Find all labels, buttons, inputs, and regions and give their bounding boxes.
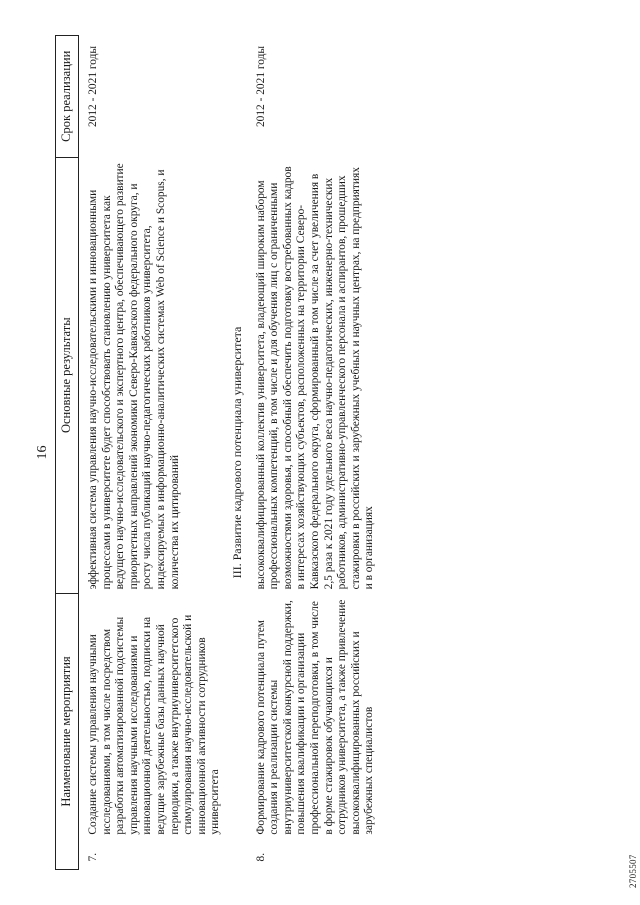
row-results: эффективная система управления научно-исследовательскими и инновационными процессами в университете будет способствовать становлению университета как ведущего научно-исследовательского и экспертного центра, обеспечивающего развитие приоритетных направлений экономики Северо-Кавказского федерального округа, и росту числа публикаций научно-педагогических работников университета, индексируемых в информационно-аналитических системах Web of Science и Scopus, и количества их цитирований [87,163,181,590]
row-activity: Формирование кадрового потенциала путем создания и реализации системы внутриуниверситетской конкурсной поддержки, повышения квалификации и организации профессиональной переподготовки, в том числе в форме стажировок обучающихся и сотрудников университета, а также привлечение высококвалифицированных российских и зарубежных специалистов [254,599,376,835]
section-heading: III. Развитие кадрового потенциала университета [229,326,244,579]
row-number: 8. [254,852,267,862]
row-activity: Создание системы управления научными исследованиями, в том числе посредством разработки автоматизированной подсистемы управления научными исследованиями и инновационной деятельностью, подписки на ведущие зарубежные базы данных научной периодики, а также внутриуниверситетского стимулирования научно-исследовательской и инновационной активности сотрудников университета [87,614,222,835]
section-heading-row [227,36,251,870]
page-number: 16 [35,445,50,460]
header-activity: Наименование мероприятия [56,593,79,869]
activities-table [55,35,380,870]
row-results: высококвалифицированный коллектив университета, владеющий широким набором профессиональных компетенций, в том числе и для обучения лиц с ограниченными возможностями здоровья, и способный обеспечить подготовку востребованных кадров в интересах хозяйствующих субъектов, расположенных на территории Северо-Кавказского федерального округа, сформированный в том числе за счет увеличения в 2,5 раза к 2021 году удельного веса научно-педагогических, инженерно-технических работников, административно-управленческого персонала и аспирантов, прошедших стажировки в российских и зарубежных учебных и научных центрах, на предприятиях и в организациях [254,166,376,590]
row-period: 2012 - 2021 годы [87,45,99,128]
header-results: Основные результаты [56,157,79,593]
rotated-document-page [30,35,638,888]
table-header-row [56,36,79,870]
table-row [251,36,380,870]
table-row [79,36,227,870]
header-period: Срок реализации [56,36,79,158]
row-number: 7. [87,852,99,862]
document-code: 2705507 [628,854,638,888]
row-period: 2012 - 2021 годы [254,45,267,128]
